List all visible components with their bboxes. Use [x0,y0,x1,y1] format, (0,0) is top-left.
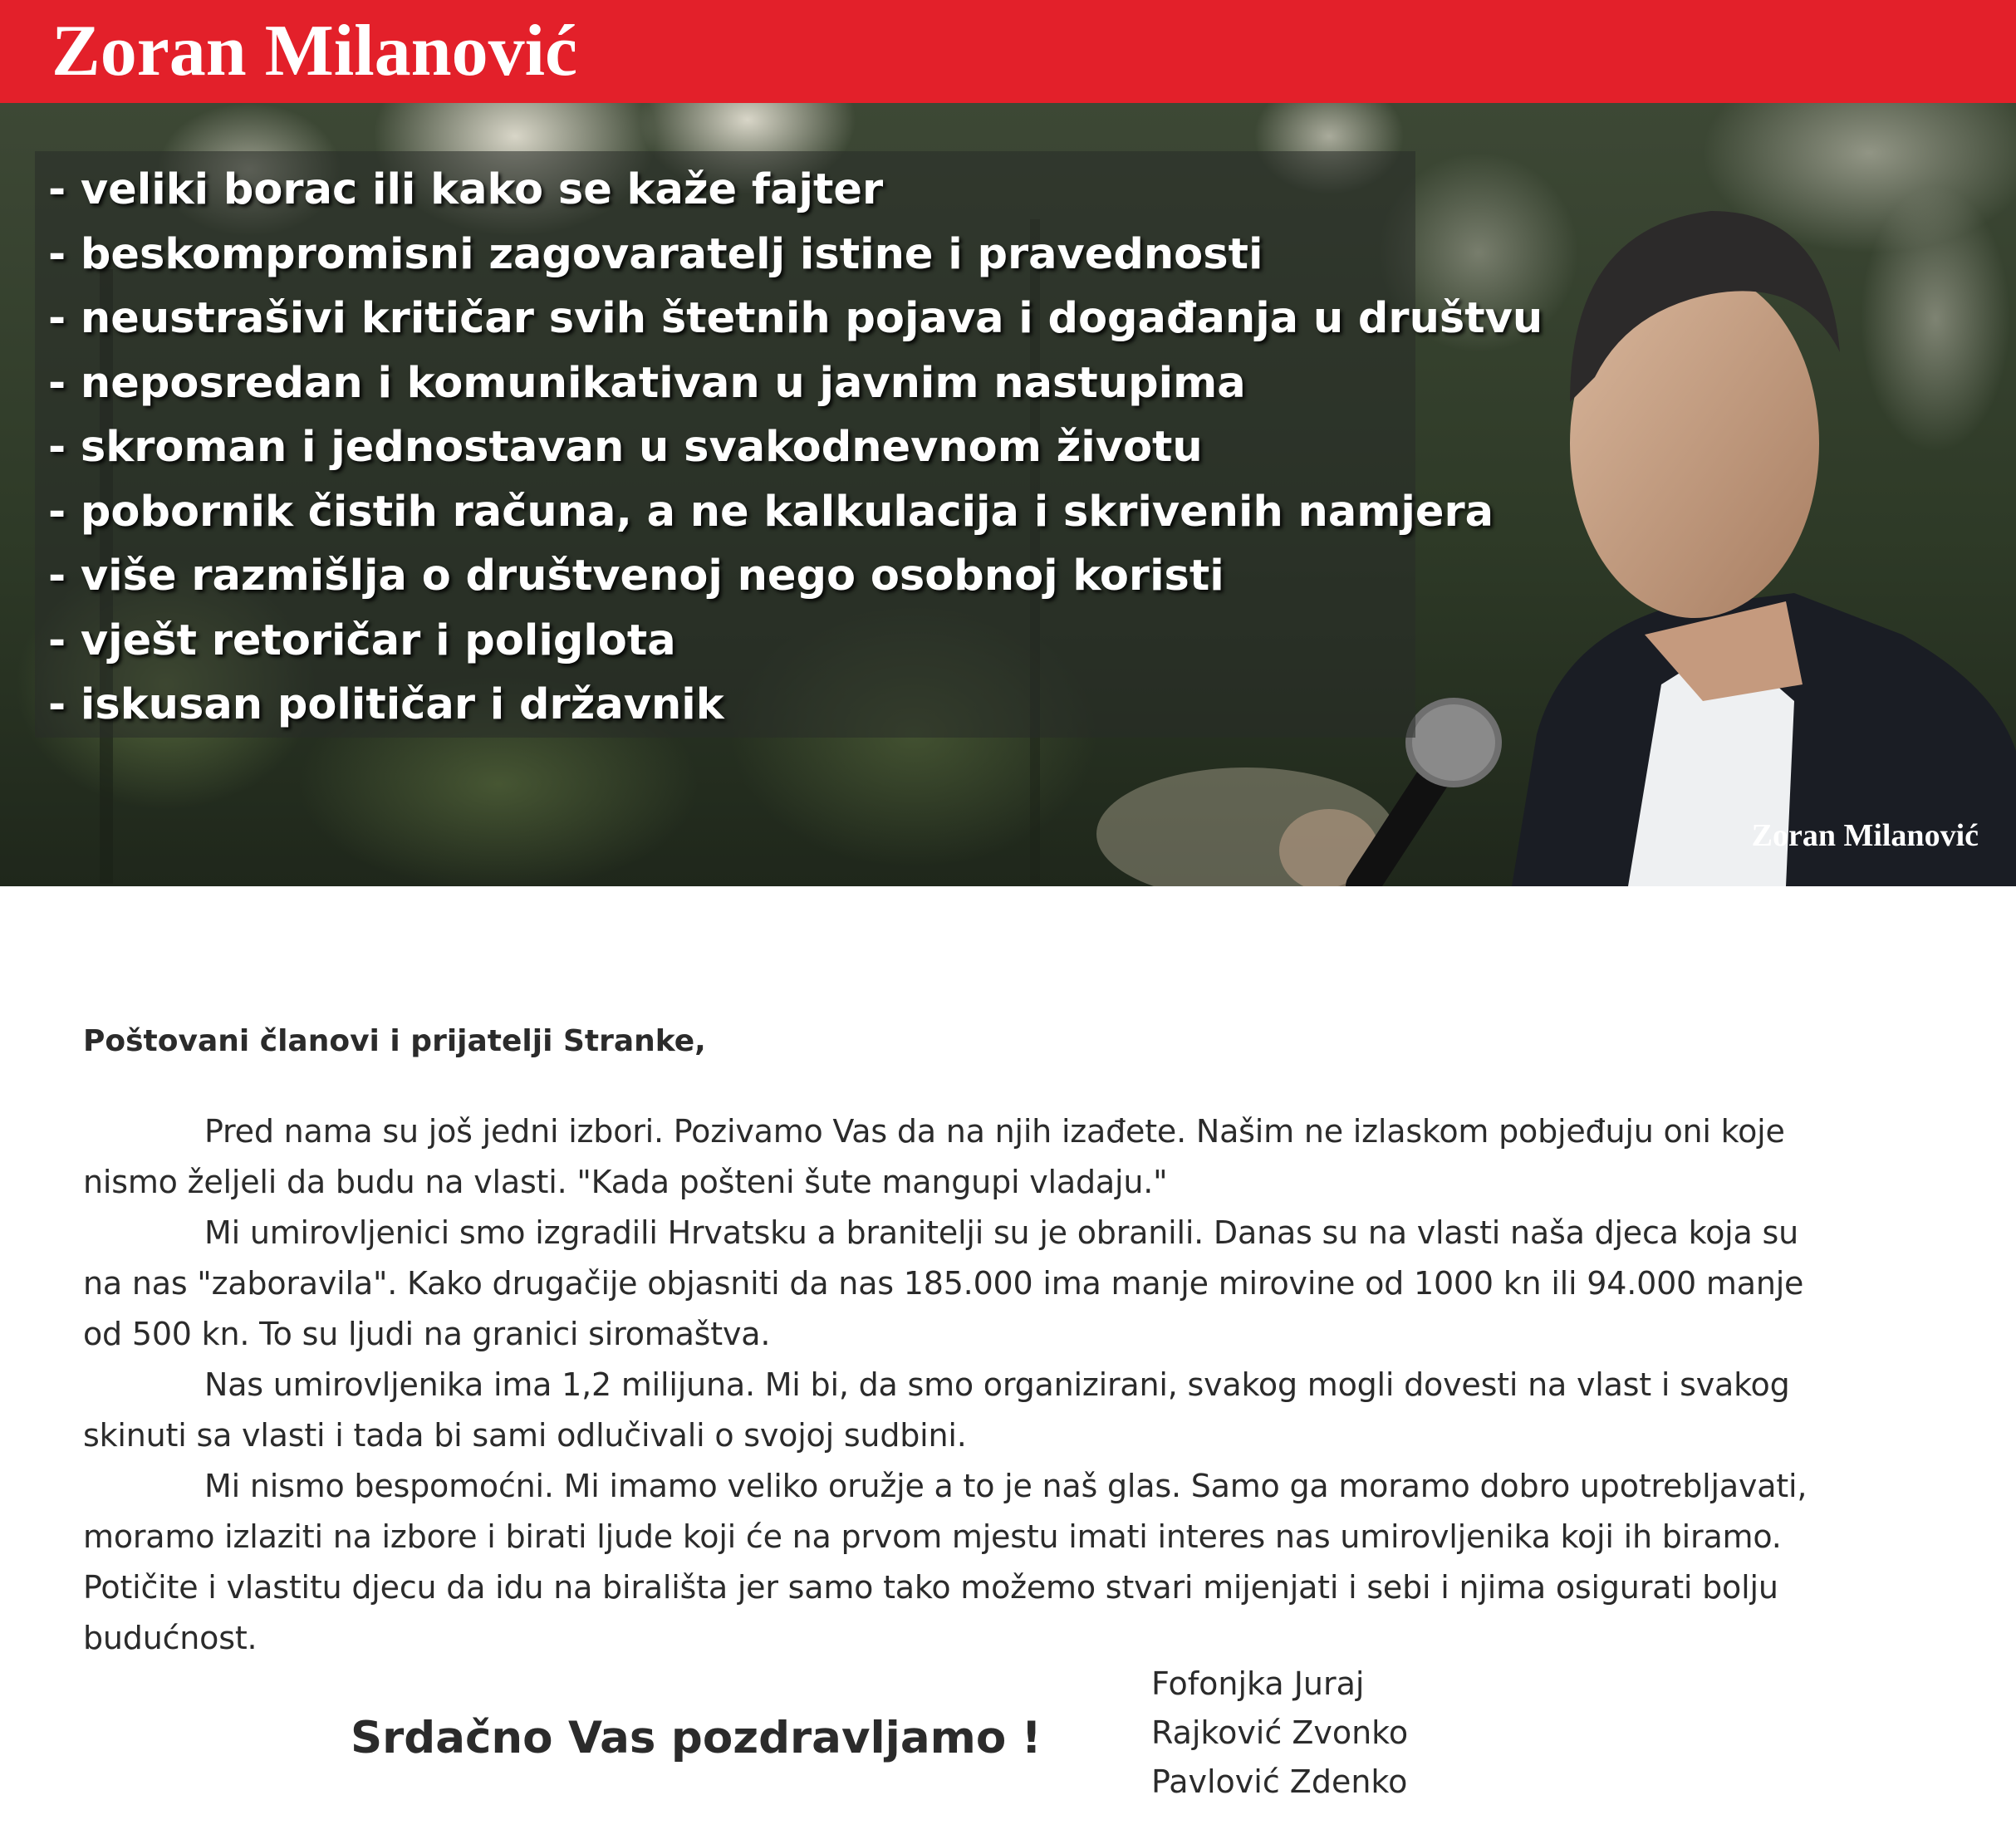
trait-item: - veliki borac ili kako se kaže fajter [48,165,884,214]
hero-photo-section [0,103,2016,886]
traits-list [48,158,1543,738]
letter-greeting: Poštovani članovi i prijatelji Stranke, [83,1024,706,1058]
trait-item: - iskusan političar i državnik [48,680,724,729]
trait-item: - pobornik čistih računa, a ne kalkulacija i skrivenih namjera [48,487,1494,537]
letter-closing: Srdačno Vas pozdravljamo ! [351,1713,1042,1763]
trait-item: - vješt retoričar i poliglota [48,615,676,665]
trait-item: - neustrašivi kritičar svih štetnih pojava i događanja u društvu [48,294,1543,343]
letter-paragraph: Mi nismo bespomoćni. Mi imamo veliko oružje a to je naš glas. Samo ga moramo dobro upotrebljavati, moramo izlaziti na izbore i birati ljude koji će na prvom mjestu imati interes nas umirovljenika koji ih biramo. Potičite i vlastitu djecu da idu na birališta jer samo tako možemo stvari mijenjati i sebi i njima osigurati bolju budućnost. [83,1468,1808,1656]
trait-item: - skroman i jednostavan u svakodnevnom životu [48,423,1203,472]
trait-item: - neposredan i komunikativan u javnim nastupima [48,358,1246,408]
signer-name: Fofonjka Juraj [1151,1665,1365,1702]
letter-body [83,1017,1844,1664]
letter-paragraph: Mi umirovljenici smo izgradili Hrvatsku a branitelji su je obranili. Danas su na vlasti naša djeca koja su na nas "zaboravila". Kako drugačije objasniti da nas 185.000 ima manje mirovine od 1000 kn ili 94.000 manje od 500 kn. To su ljudi na granici siromaštva. [83,1214,1804,1352]
trait-item: - beskompromisni zagovaratelj istine i pravednosti [48,229,1263,279]
signer-name: Pavlović Zdenko [1151,1763,1408,1800]
trait-item: - više razmišlja o društvenoj nego osobnoj koristi [48,552,1224,601]
page-title: Zoran Milanović [52,11,578,91]
letter-paragraph: Pred nama su još jedni izbori. Pozivamo Vas da na njih izađete. Našim ne izlaskom pobjeđuju oni koje nismo željeli da budu na vlasti. "Kada pošteni šute mangupi vladaju." [83,1113,1785,1200]
signer-name: Rajković Zvonko [1151,1714,1409,1751]
letter-paragraph: Nas umirovljenika ima 1,2 milijuna. Mi bi, da smo organizirani, svakog mogli dovesti na vlast i svakog skinuti sa vlasti i tada bi sami odlučivali o svojoj sudbini. [83,1366,1790,1454]
signers-list [1151,1660,1408,1807]
photo-caption: Zoran Milanović [1751,818,1979,853]
title-banner [0,0,2016,103]
